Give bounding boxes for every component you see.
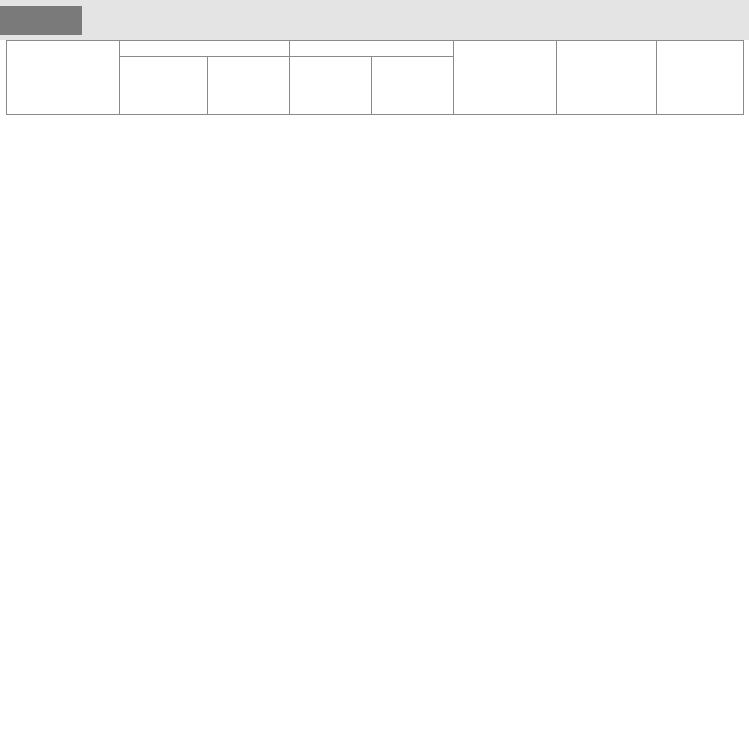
table-header [7,41,744,115]
header-placebo [290,41,454,57]
header-ard [454,41,557,115]
header-dapagliflozin [120,41,290,57]
header-dapa-n [120,57,208,115]
header-hr [557,41,657,115]
results-table [6,40,744,115]
table-title-bar [0,0,749,40]
header-placebo-n [290,57,372,115]
header-endpoint [7,41,120,115]
header-dapa-events [208,57,290,115]
table-number-badge [0,6,82,35]
header-placebo-events [372,57,454,115]
header-p-interaction [657,41,744,115]
